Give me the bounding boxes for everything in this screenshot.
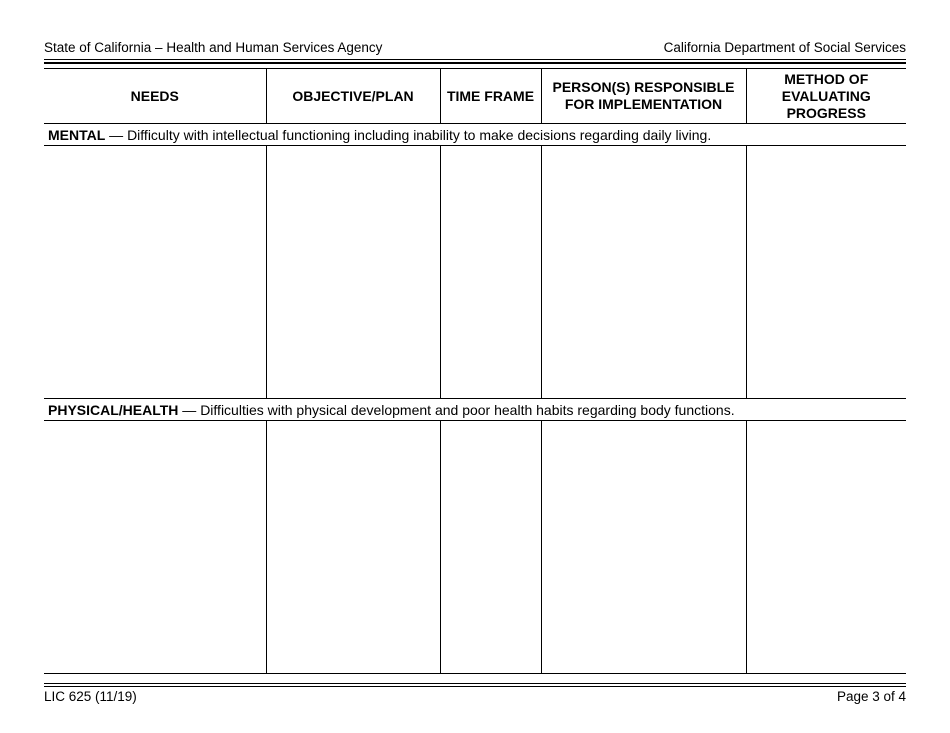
section-title: MENTAL — [48, 126, 106, 143]
table-row-physical-health — [44, 421, 906, 674]
column-header-objective-plan: OBJECTIVE/PLAN — [266, 69, 440, 124]
cell-physical-needs[interactable] — [44, 421, 266, 674]
section-description: — Difficulty with intellectual functioning including inability to make decisions regarding daily living. — [105, 126, 712, 143]
column-header-method-evaluating: METHOD OF EVALUATING PROGRESS — [746, 69, 906, 124]
cell-mental-persons-responsible[interactable] — [541, 146, 746, 399]
section-description: — Difficulties with physical development and poor health habits regarding body functions. — [178, 401, 735, 418]
header-department: California Department of Social Services — [663, 40, 906, 55]
form-number: LIC 625 (11/19) — [44, 689, 137, 704]
cell-physical-time-frame[interactable] — [440, 421, 541, 674]
footer-rule — [44, 686, 906, 687]
cell-mental-method-evaluating[interactable] — [746, 146, 906, 399]
cell-physical-method-evaluating[interactable] — [746, 421, 906, 674]
cell-physical-persons-responsible[interactable] — [541, 421, 746, 674]
column-header-persons-responsible: PERSON(S) RESPONSIBLE FOR IMPLEMENTATION — [541, 69, 746, 124]
cell-mental-needs[interactable] — [44, 146, 266, 399]
header-rule-thick — [44, 62, 906, 64]
service-plan-table — [44, 68, 906, 674]
column-header-time-frame: TIME FRAME — [440, 69, 541, 124]
section-label-physical-health — [44, 399, 906, 421]
header-agency: State of California – Health and Human Services Agency — [44, 40, 383, 55]
cell-mental-time-frame[interactable] — [440, 146, 541, 399]
footer-rule-thin — [44, 683, 906, 684]
table-row-mental — [44, 146, 906, 399]
section-title: PHYSICAL/HEALTH — [48, 401, 179, 418]
section-row-physical-health — [44, 399, 906, 421]
section-row-mental — [44, 124, 906, 146]
table-header-row — [44, 69, 906, 124]
page-number: Page 3 of 4 — [836, 689, 906, 704]
column-header-needs: NEEDS — [44, 69, 266, 124]
cell-mental-objective-plan[interactable] — [266, 146, 440, 399]
section-label-mental — [44, 124, 906, 146]
cell-physical-objective-plan[interactable] — [266, 421, 440, 674]
header-rule-thin — [44, 59, 906, 60]
